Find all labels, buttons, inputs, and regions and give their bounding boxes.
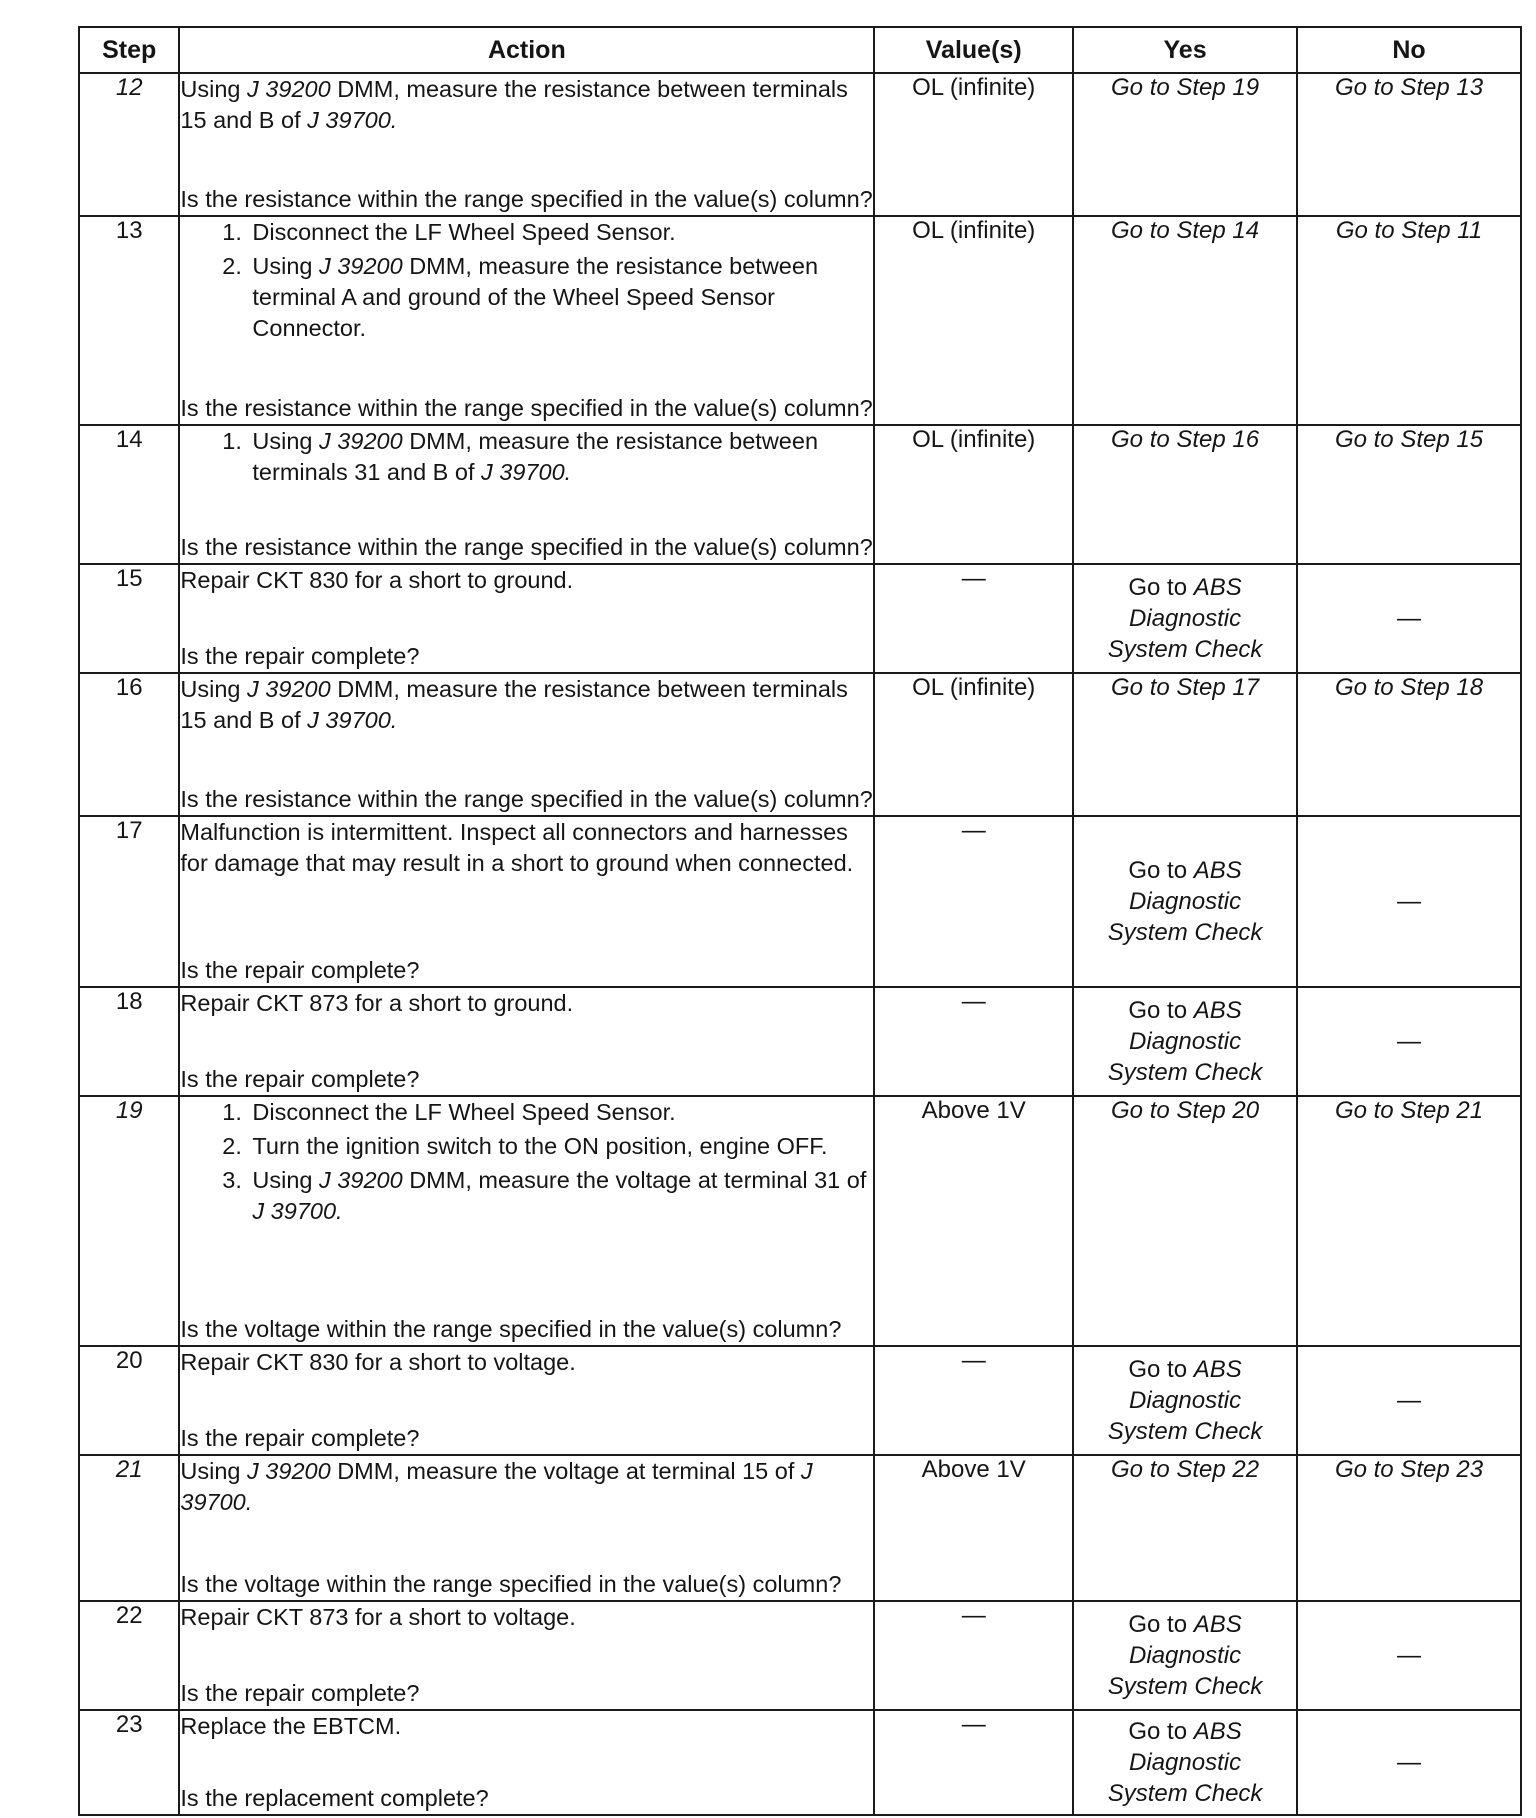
value-cell: Above 1V: [874, 1096, 1073, 1346]
action-text: Repair CKT 873 for a short to voltage.: [180, 1604, 576, 1630]
table-row: [79, 1601, 1521, 1710]
action-intro: [180, 74, 873, 136]
table-row: [79, 1710, 1521, 1815]
action-text: Using: [180, 676, 248, 702]
action-question: Is the resistance within the range specified in the value(s) column?: [180, 395, 873, 421]
yes-cell: Go to Step 19: [1073, 73, 1297, 216]
action-cell: [179, 1710, 874, 1815]
action-cell: [179, 1096, 874, 1346]
action-body: [180, 565, 873, 596]
action-body: [180, 1097, 873, 1230]
action-content: [180, 1602, 873, 1709]
no-cell: Go to Step 13: [1297, 73, 1521, 216]
action-step: [248, 251, 873, 344]
tool-reference: J 39200: [247, 1458, 331, 1484]
action-text: Using: [252, 1167, 320, 1193]
action-step: [248, 1097, 873, 1128]
action-text: Disconnect the LF Wheel Speed Sensor.: [252, 1099, 676, 1125]
action-intro: [180, 565, 873, 596]
table-row: [79, 1455, 1521, 1601]
tool-reference: J 39700.: [307, 707, 398, 733]
action-content: [180, 1347, 873, 1454]
abs-name: ABS: [1193, 1718, 1242, 1745]
no-cell: —: [1297, 816, 1521, 987]
table-row: [79, 73, 1521, 216]
abs-name: ABS: [1193, 857, 1242, 884]
yes-cell: [1073, 1710, 1297, 1815]
action-intro: [180, 1347, 873, 1378]
abs-line: Diagnostic: [1129, 1642, 1242, 1669]
yes-cell: Go to Step 14: [1073, 216, 1297, 425]
action-intro: [180, 674, 873, 736]
value-cell: OL (infinite): [874, 216, 1073, 425]
abs-line: [1074, 855, 1296, 886]
step-number: 17: [79, 816, 179, 987]
abs-line: System Check: [1107, 636, 1263, 663]
no-cell: —: [1297, 987, 1521, 1096]
action-cell: [179, 1346, 874, 1455]
abs-prefix: Go to: [1128, 857, 1194, 884]
action-body: [180, 1347, 873, 1378]
action-step: [248, 217, 873, 248]
action-text: DMM, measure the resistance between terminals 31 and B of: [252, 428, 819, 485]
yes-cell: [1073, 816, 1297, 987]
action-text: Repair CKT 873 for a short to ground.: [180, 990, 574, 1016]
yes-cell: [1073, 564, 1297, 673]
action-text: Using: [252, 428, 320, 454]
action-cell: [179, 816, 874, 987]
action-text: Disconnect the LF Wheel Speed Sensor.: [252, 219, 676, 245]
action-text: Turn the ignition switch to the ON position, engine OFF.: [252, 1133, 828, 1159]
action-cell: [179, 1601, 874, 1710]
action-content: [180, 1711, 873, 1814]
action-body: [180, 1602, 873, 1633]
no-cell: Go to Step 21: [1297, 1096, 1521, 1346]
yes-cell: [1073, 987, 1297, 1096]
action-content: [180, 426, 873, 563]
action-body: [180, 426, 873, 491]
action-content: [180, 565, 873, 672]
table-row: [79, 1346, 1521, 1455]
action-question: Is the resistance within the range specified in the value(s) column?: [180, 534, 873, 560]
no-cell: Go to Step 11: [1297, 216, 1521, 425]
action-text: Using: [180, 1458, 248, 1484]
value-cell: Above 1V: [874, 1455, 1073, 1601]
table-row: [79, 216, 1521, 425]
abs-line: [1074, 572, 1296, 603]
tool-reference: J 39200: [319, 1167, 403, 1193]
action-intro: [180, 1456, 873, 1518]
action-question: Is the repair complete?: [180, 1425, 420, 1451]
abs-line: System Check: [1107, 1059, 1263, 1086]
yes-cell: Go to Step 20: [1073, 1096, 1297, 1346]
action-content: [180, 74, 873, 215]
abs-line: Diagnostic: [1129, 605, 1242, 632]
action-body: [180, 74, 873, 136]
abs-name: ABS: [1193, 997, 1242, 1024]
value-cell: —: [874, 987, 1073, 1096]
abs-line: System Check: [1107, 1780, 1263, 1807]
no-cell: —: [1297, 1710, 1521, 1815]
abs-line: [1074, 1354, 1296, 1385]
action-question: Is the repair complete?: [180, 1066, 420, 1092]
tool-reference: J 39700.: [481, 459, 572, 485]
value-cell: —: [874, 816, 1073, 987]
value-cell: —: [874, 1346, 1073, 1455]
action-body: [180, 817, 873, 879]
action-question: Is the resistance within the range specified in the value(s) column?: [180, 186, 873, 212]
action-question: Is the repair complete?: [180, 1680, 420, 1706]
table-row: [79, 816, 1521, 987]
action-intro: [180, 988, 873, 1019]
action-text: DMM, measure the voltage at terminal 15 of: [330, 1458, 801, 1484]
action-text: Repair CKT 830 for a short to ground.: [180, 567, 574, 593]
action-content: [180, 217, 873, 424]
abs-line: [1074, 1609, 1296, 1640]
action-intro: [180, 817, 873, 879]
action-cell: [179, 73, 874, 216]
abs-line: [1074, 1716, 1296, 1747]
table-row: [79, 987, 1521, 1096]
header-values: Value(s): [874, 27, 1073, 73]
step-number: 21: [79, 1455, 179, 1601]
action-body: [180, 674, 873, 736]
action-content: [180, 674, 873, 815]
yes-cell: [1073, 1346, 1297, 1455]
header-step: Step: [79, 27, 179, 73]
no-cell: —: [1297, 1601, 1521, 1710]
action-text: DMM, measure the resistance between terminal A and ground of the Wheel Speed Sensor Connector.: [252, 253, 819, 341]
action-steps: [180, 1097, 873, 1227]
action-cell: [179, 673, 874, 816]
action-steps: [180, 217, 873, 344]
action-question: Is the resistance within the range specified in the value(s) column?: [180, 786, 873, 812]
tool-reference: J 39700.: [252, 1198, 343, 1224]
action-cell: [179, 564, 874, 673]
step-number: 22: [79, 1601, 179, 1710]
abs-prefix: Go to: [1128, 1718, 1194, 1745]
value-cell: OL (infinite): [874, 73, 1073, 216]
header-yes: Yes: [1073, 27, 1297, 73]
step-number: 23: [79, 1710, 179, 1815]
action-body: [180, 1711, 873, 1742]
value-cell: OL (infinite): [874, 425, 1073, 564]
abs-prefix: Go to: [1128, 574, 1194, 601]
action-text: Malfunction is intermittent. Inspect all connectors and harnesses for damage that may result in a short to ground when connected.: [180, 819, 854, 876]
yes-cell: Go to Step 16: [1073, 425, 1297, 564]
abs-prefix: Go to: [1128, 997, 1194, 1024]
action-body: [180, 988, 873, 1019]
action-steps: [180, 426, 873, 488]
abs-line: Diagnostic: [1129, 888, 1242, 915]
abs-line: [1074, 995, 1296, 1026]
value-cell: —: [874, 564, 1073, 673]
table-row: [79, 564, 1521, 673]
abs-line: Diagnostic: [1129, 1749, 1242, 1776]
abs-line: Diagnostic: [1129, 1028, 1242, 1055]
abs-line: Diagnostic: [1129, 1387, 1242, 1414]
step-number: 12: [79, 73, 179, 216]
action-body: [180, 1456, 873, 1518]
abs-prefix: Go to: [1128, 1611, 1194, 1638]
abs-line: System Check: [1107, 1418, 1263, 1445]
action-content: [180, 1097, 873, 1345]
tool-reference: J 39700.: [307, 107, 398, 133]
abs-line: System Check: [1107, 1673, 1263, 1700]
action-cell: [179, 216, 874, 425]
step-number: 20: [79, 1346, 179, 1455]
action-text: DMM, measure the voltage at terminal 31 of: [402, 1167, 867, 1193]
abs-line: System Check: [1107, 919, 1263, 946]
action-cell: [179, 425, 874, 564]
header-no: No: [1297, 27, 1521, 73]
no-cell: Go to Step 18: [1297, 673, 1521, 816]
no-cell: Go to Step 15: [1297, 425, 1521, 564]
action-step: [248, 426, 873, 488]
action-text: DMM, measure the resistance between terminals 15 and B of: [180, 76, 848, 133]
tool-reference: J 39200: [247, 676, 331, 702]
table-row: [79, 425, 1521, 564]
action-question: Is the voltage within the range specified in the value(s) column?: [180, 1571, 842, 1597]
action-intro: [180, 1602, 873, 1633]
action-question: Is the repair complete?: [180, 957, 420, 983]
table-row: [79, 673, 1521, 816]
action-content: [180, 817, 873, 986]
step-number: 14: [79, 425, 179, 564]
action-content: [180, 1456, 873, 1600]
step-number: 13: [79, 216, 179, 425]
no-cell: Go to Step 23: [1297, 1455, 1521, 1601]
step-number: 18: [79, 987, 179, 1096]
header-row: [79, 27, 1521, 73]
yes-cell: Go to Step 22: [1073, 1455, 1297, 1601]
no-cell: —: [1297, 564, 1521, 673]
value-cell: —: [874, 1710, 1073, 1815]
action-text: Using: [252, 253, 320, 279]
yes-cell: [1073, 1601, 1297, 1710]
header-action: Action: [179, 27, 874, 73]
action-text: Repair CKT 830 for a short to voltage.: [180, 1349, 576, 1375]
step-number: 16: [79, 673, 179, 816]
tool-reference: J 39700.: [180, 1458, 813, 1515]
action-body: [180, 217, 873, 347]
action-question: Is the voltage within the range specified in the value(s) column?: [180, 1316, 842, 1342]
action-content: [180, 988, 873, 1095]
step-number: 15: [79, 564, 179, 673]
yes-cell: Go to Step 17: [1073, 673, 1297, 816]
action-cell: [179, 987, 874, 1096]
step-number: 19: [79, 1096, 179, 1346]
action-intro: [180, 1711, 873, 1742]
tool-reference: J 39200: [247, 76, 331, 102]
table-row: [79, 1096, 1521, 1346]
tool-reference: J 39200: [319, 428, 403, 454]
abs-prefix: Go to: [1128, 1356, 1194, 1383]
action-step: [248, 1131, 873, 1162]
abs-name: ABS: [1193, 1611, 1242, 1638]
action-step: [248, 1165, 873, 1227]
diagnostic-table: [78, 26, 1522, 1816]
no-cell: —: [1297, 1346, 1521, 1455]
action-text: Replace the EBTCM.: [180, 1713, 402, 1739]
action-cell: [179, 1455, 874, 1601]
action-question: Is the repair complete?: [180, 643, 420, 669]
action-text: Using: [180, 76, 248, 102]
tool-reference: J 39200: [319, 253, 403, 279]
value-cell: —: [874, 1601, 1073, 1710]
abs-name: ABS: [1193, 1356, 1242, 1383]
action-text: DMM, measure the resistance between terminals 15 and B of: [180, 676, 848, 733]
value-cell: OL (infinite): [874, 673, 1073, 816]
action-question: Is the replacement complete?: [180, 1785, 489, 1811]
abs-name: ABS: [1193, 574, 1242, 601]
